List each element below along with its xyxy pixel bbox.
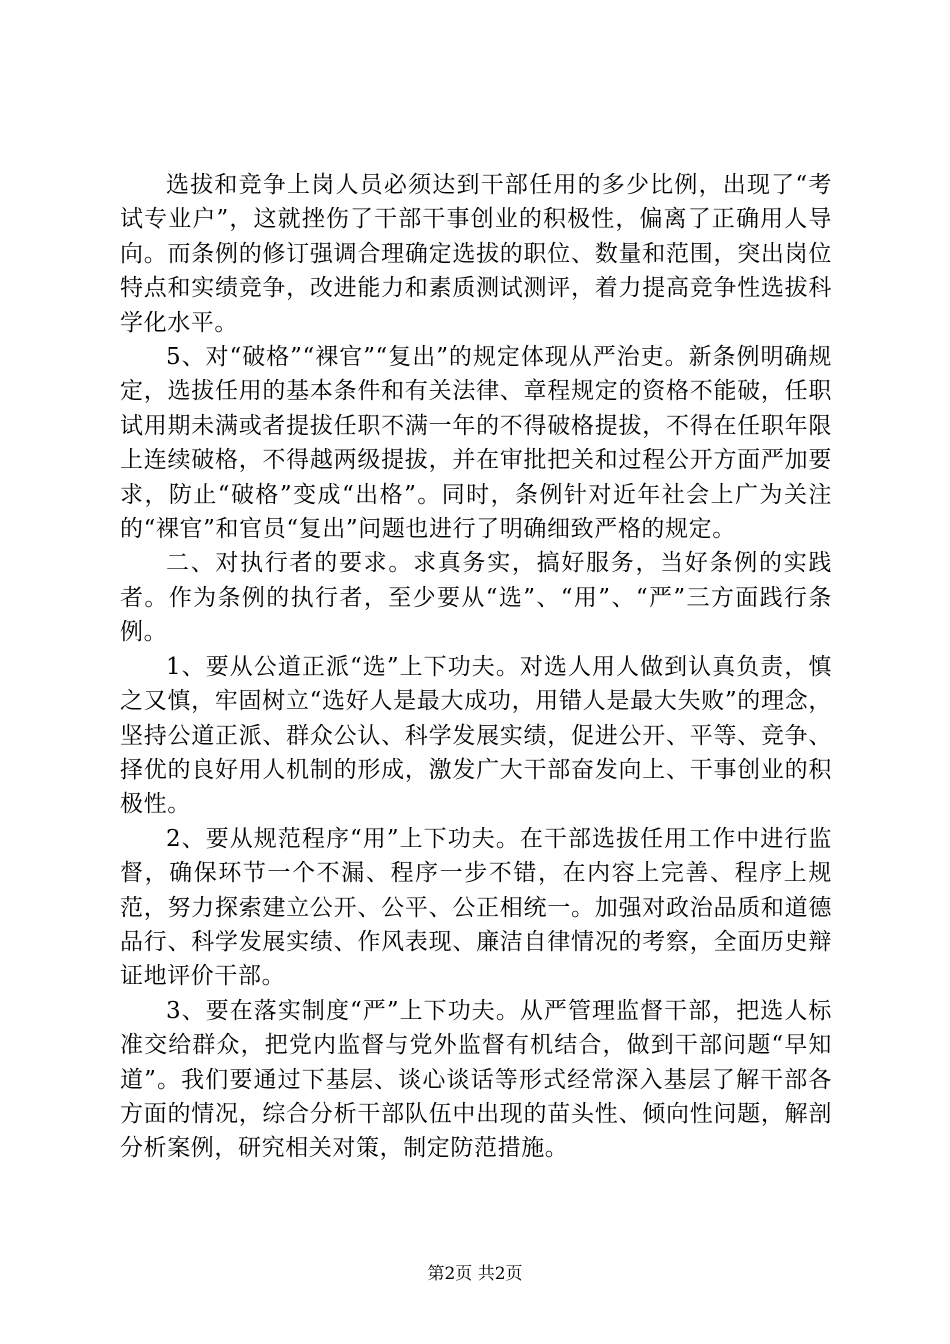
paragraph-selection-ratio: 选拔和竞争上岗人员必须达到干部任用的多少比例，出现了“考试专业户”，这就挫伤了干部干事创业的积极性，偏离了正确用人导向。而条例的修订强调合理确定选拔的职位、数量和范围，突出岗位特点和实绩竞争，改进能力和素质测试测评，着力提高竞争性选拔科学化水平。 [120,172,832,336]
paragraph-section-2: 二、对执行者的要求。求真务实，搞好服务，当好条例的实践者。作为条例的执行者，至少要从“选”、“用”、“严”三方面践行条例。 [120,550,832,646]
paragraph-point-5: 5、对“破格”“裸官”“复出”的规定体现从严治吏。新条例明确规定，选拔任用的基本条件和有关法律、章程规定的资格不能破，任职试用期未满或者提拔任职不满一年的不得破格提拔，不得在任职年限上连续破格，不得越两级提拔，并在审批把关和过程公开方面严加要求，防止“破格”变成“出格”。同时，条例针对近年社会上广为关注的“裸官”和官员“复出”问题也进行了明确细致严格的规定。 [120,344,832,543]
paragraph-point-2: 2、要从规范程序“用”上下功夫。在干部选拔任用工作中进行监督，确保环节一个不漏、程序一步不错，在内容上完善、程序上规范，努力探索建立公开、公平、公正相统一。加强对政治品质和道德品行、科学发展实绩、作风表现、廉洁自律情况的考察，全面历史辩证地评价干部。 [120,825,832,990]
paragraph-point-1: 1、要从公道正派“选”上下功夫。对选人用人做到认真负责，慎之又慎，牢固树立“选好人是最大成功，用错人是最大失败”的理念，坚持公道正派、群众公认、科学发展实绩，促进公开、平等、竞争、择优的良好用人机制的形成，激发广大干部奋发向上、干事创业的积极性。 [120,653,832,818]
document-body [120,168,832,1166]
paragraph-point-3: 3、要在落实制度“严”上下功夫。从严管理监督干部，把选人标准交给群众，把党内监督与党外监督有机结合，做到干部问题“早知道”。我们要通过下基层、谈心谈话等形式经常深入基层了解干部各方面的情况，综合分析干部队伍中出现的苗头性、倾向性问题，解剖分析案例，研究相关对策，制定防范措施。 [120,997,832,1162]
page-number-footer: 第2页 共2页 [427,1264,523,1284]
